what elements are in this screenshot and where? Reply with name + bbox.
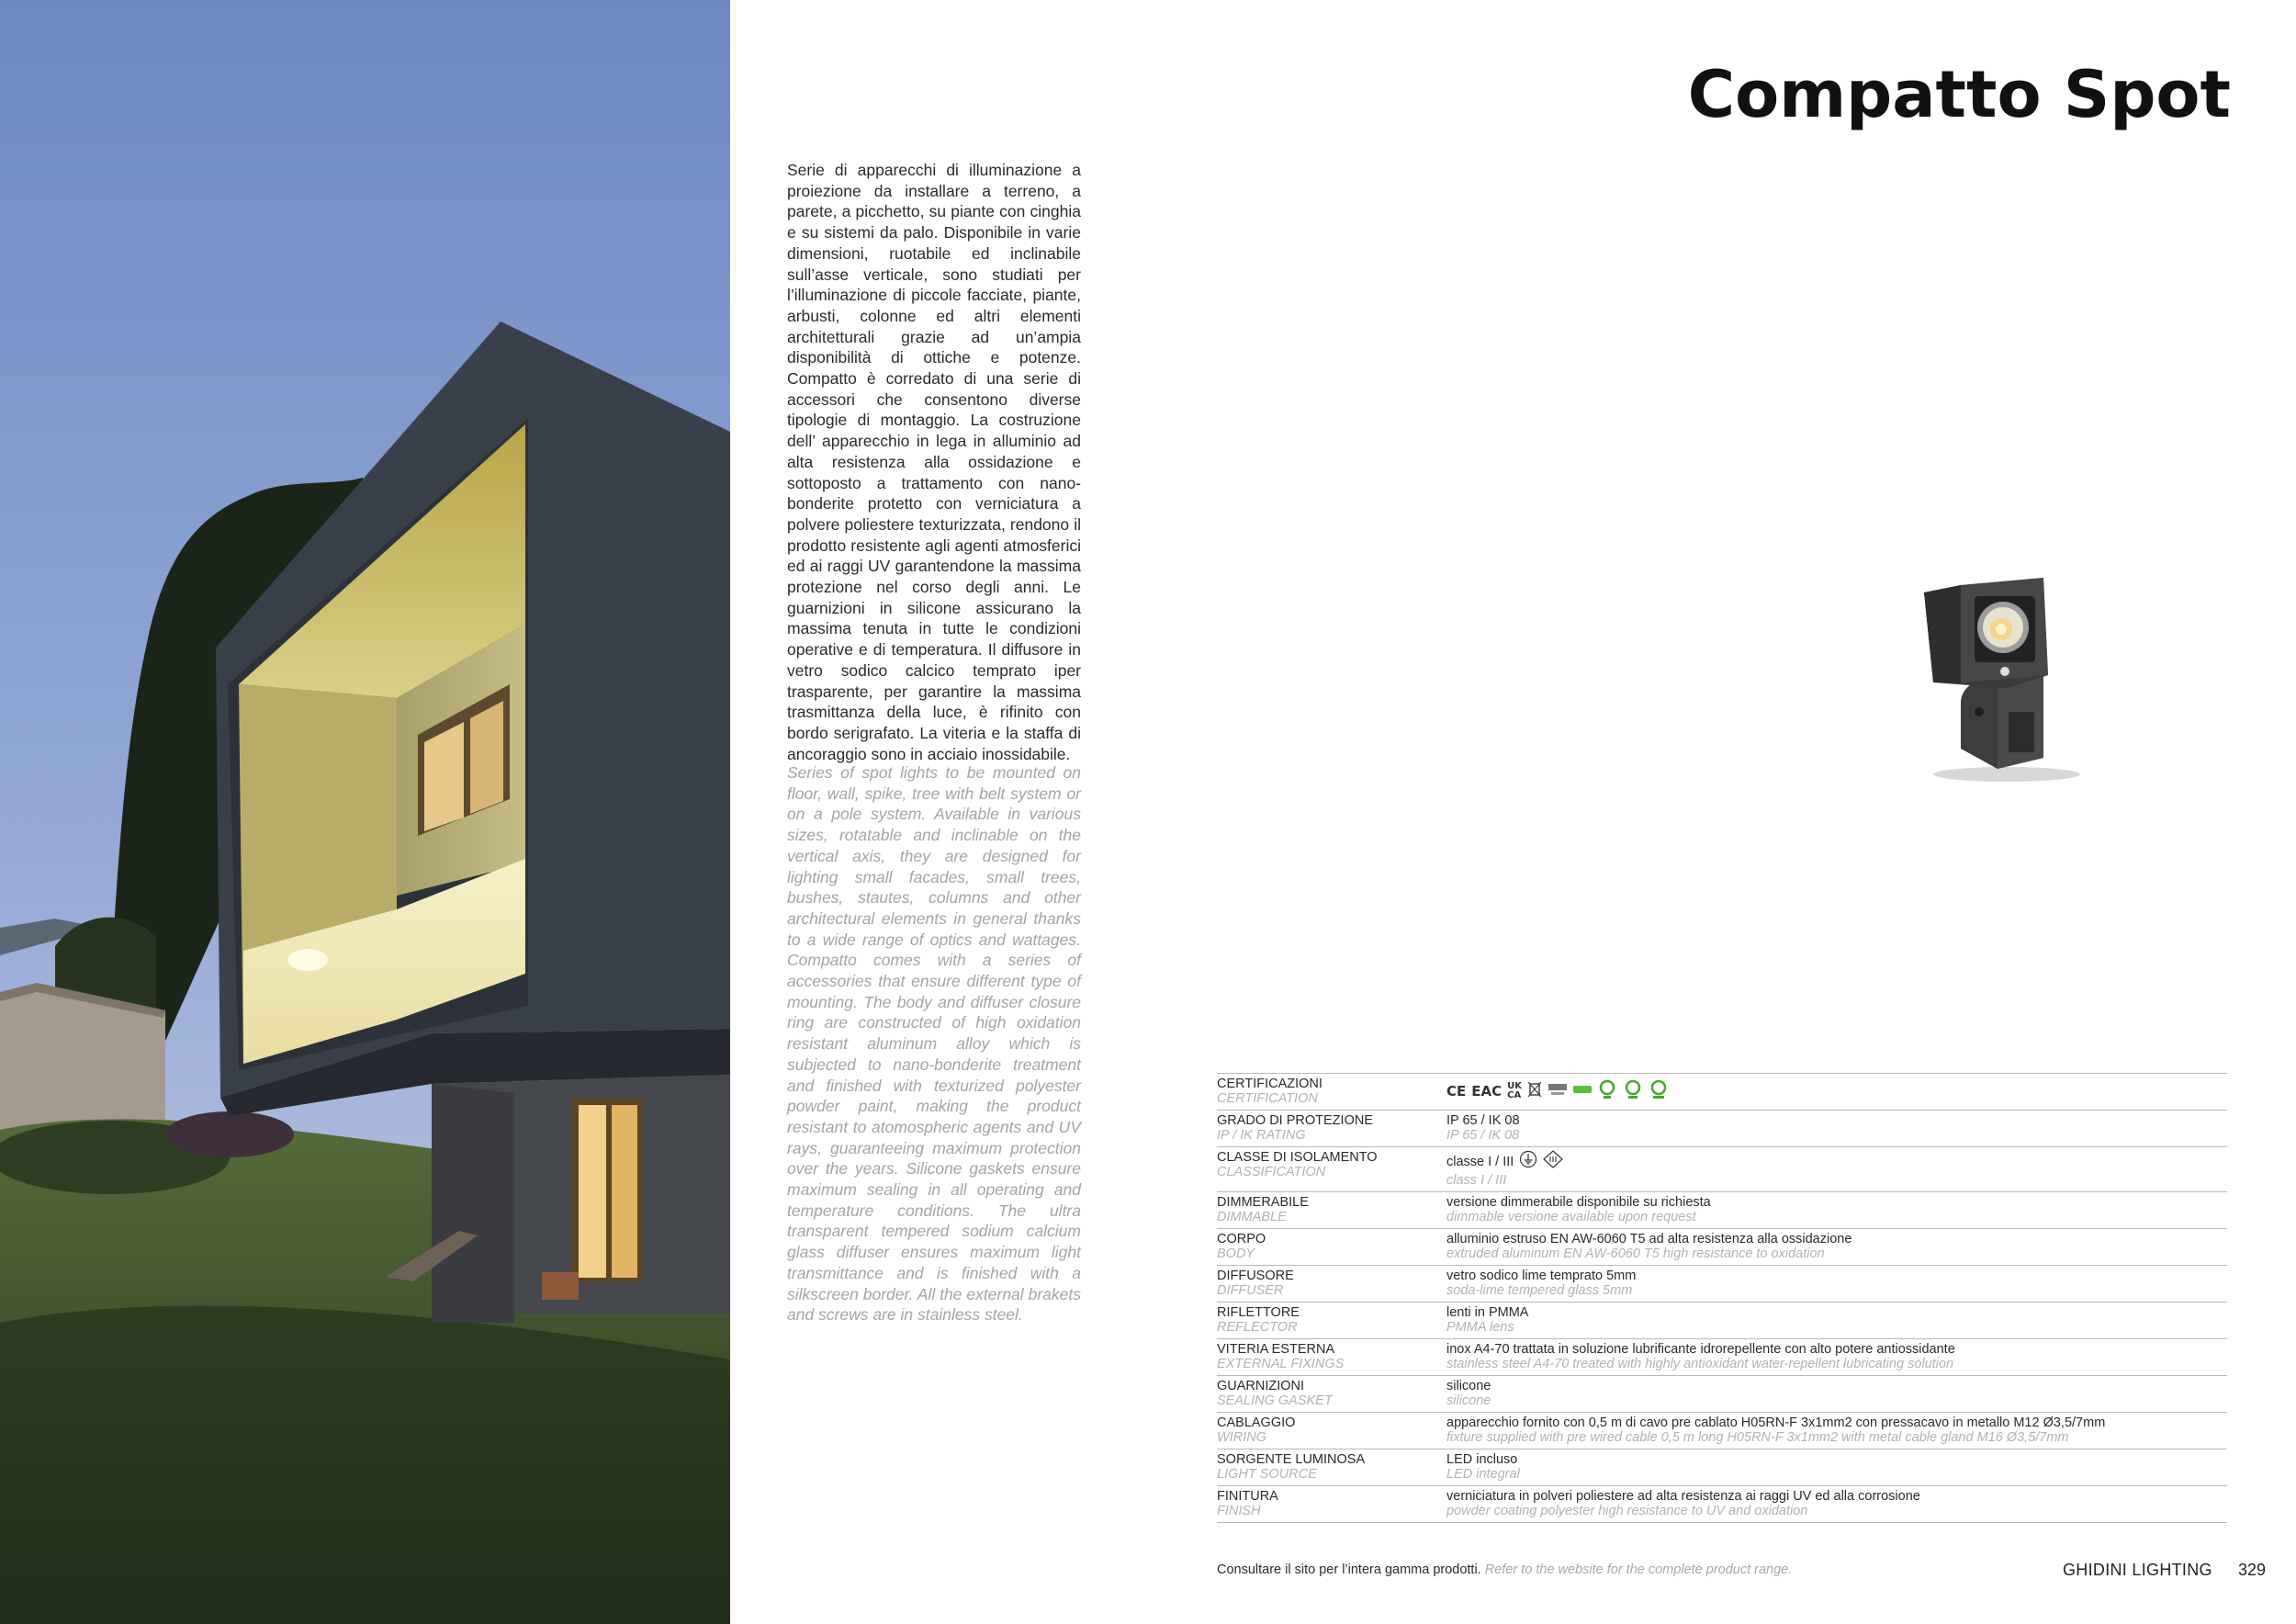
spec-label-en: REFLECTOR [1217,1320,1298,1335]
brand-name: GHIDINI LIGHTING [2063,1561,2212,1579]
spec-label-en: WIRING [1217,1430,1266,1445]
spec-label-it: DIMMERABILE [1217,1195,1309,1210]
recycle-pe-icon [1597,1079,1617,1104]
spec-value-en: fixture supplied with pre wired cable 0,5 m long H05RN-F 3x1mm2 with metal cable gland M16 Ø3,5/7mm [1446,1430,2069,1445]
spec-value-en: soda-lime tempered glass 5mm [1446,1283,1633,1298]
spec-label-it: VITERIA ESTERNA [1217,1342,1335,1357]
spec-value-it: alluminio estruso EN AW-6060 T5 ad alta resistenza alla ossidazione [1446,1232,1852,1246]
spec-value-en: powder coating polyester high resistance to UV and oxidation [1446,1504,1808,1518]
recycle-alu-icon [1623,1079,1643,1104]
footer-note [1217,1562,1792,1577]
spec-label-it: DIFFUSORE [1217,1269,1294,1283]
spec-value-en: stainless steel A4-70 treated with highly antioxidant water-repellent lubricating solution [1446,1357,1954,1371]
spec-label-en: IP / IK RATING [1217,1128,1306,1143]
footer-note-it: Consultare il sito per l’intera gamma prodotti. [1217,1562,1481,1577]
spec-label-it: FINITURA [1217,1489,1278,1504]
spec-label-en: BODY [1217,1246,1255,1261]
spec-label-en: EXTERNAL FIXINGS [1217,1357,1345,1371]
spec-label-en: CLASSIFICATION [1217,1165,1326,1179]
spec-value-it: lenti in PMMA [1446,1305,1529,1320]
recycle-glass-icon [1649,1079,1669,1104]
page-title: Compatto Spot [1687,57,2231,132]
spec-label-it: CLASSE DI ISOLAMENTO [1217,1150,1378,1165]
spec-value-it: versione dimmerabile disponibile su richiesta [1446,1195,1711,1210]
spec-label-en: LIGHT SOURCE [1217,1467,1317,1482]
spec-row-light-source [1217,1449,2227,1486]
spec-label-it: CORPO [1217,1232,1266,1246]
spec-label-it: RIFLETTORE [1217,1305,1300,1320]
spec-value-it: silicone [1446,1379,1491,1393]
page-number: 329 [2238,1561,2267,1579]
spec-label-en: DIMMABLE [1217,1210,1287,1224]
spec-row-certifications [1217,1074,2227,1111]
spec-label-en: CERTIFICATION [1217,1091,1318,1106]
spec-row-protection [1217,1111,2227,1147]
spec-value-en: PMMA lens [1446,1320,1514,1335]
spec-value-it: inox A4-70 trattata in soluzione lubrificante idrorepellente con alto potere antiossidante [1446,1342,1955,1357]
ce-mark: CE [1446,1083,1467,1100]
house-at-dusk-photo [0,0,730,1624]
spec-row-insulation-class [1217,1147,2227,1192]
class-iii-icon [1543,1150,1563,1173]
spec-row-body [1217,1229,2227,1266]
spotlight-product-image [1906,574,2089,785]
spec-value-en: class I / III [1446,1173,1507,1188]
led-icon [1573,1083,1592,1100]
specifications-table [1217,1073,2227,1523]
spec-value-it: vetro sodico lime temprato 5mm [1446,1269,1637,1283]
spec-row-gasket [1217,1376,2227,1413]
spec-row-diffuser [1217,1266,2227,1303]
spec-value-it: verniciatura in polveri poliestere ad alta resistenza ai raggi UV ed alla corrosione [1446,1489,1920,1504]
spec-label-en: DIFFUSER [1217,1283,1284,1298]
spec-row-external-fixings [1217,1339,2227,1376]
spec-label-it: GRADO DI PROTEZIONE [1217,1113,1373,1128]
spec-value-en: LED integral [1446,1467,1520,1482]
eac-mark: EAC [1471,1083,1503,1100]
spec-row-dimmable [1217,1192,2227,1229]
certification-marks [1446,1077,2227,1106]
spec-label-it: CERTIFICAZIONI [1217,1077,1322,1091]
spec-value-en: silicone [1446,1393,1491,1408]
class-i-earth-icon [1519,1150,1537,1173]
spec-value-en: extruded aluminum EN AW-6060 T5 high resistance to oxidation [1446,1246,1825,1261]
ukca-mark-top: UK [1507,1081,1523,1091]
spec-value-it: apparecchio fornito con 0,5 m di cavo pre cablato H05RN-F 3x1mm2 con pressacavo in metallo M12 Ø3,5/7mm [1446,1415,2106,1430]
rohs-icon [1548,1082,1568,1101]
spec-row-reflector [1217,1303,2227,1339]
description-italian: Serie di apparecchi di illuminazione a proiezione da installare a terreno, a parete, a picchetto, su piante con cinghia e su sistemi da palo. Disponibile in varie dimensioni, ruotabile ed inclinabile sull’asse verticale, sono studiati per l’illuminazione di piccole facciate, piante, arbusti, colonne ed altri elementi architetturali grazie ad un’ampia disponibilità di ottiche e potenze. Compatto è corredato di una serie di accessori che consentono diverse tipologie di montaggio. La costruzione dell’ apparecchio in lega in alluminio ad alta resistenza alla ossidazione e sottoposto a trattamento con nano-bonderite protetto con verniciatura a polvere poliestere texturizzata, rendono il prodotto resistente agli agenti atmosferici ed ai raggi UV garantendone la massima protezione nel corso degli anni. Le guarnizioni in silicone assicurano la massima tenuta in tutte le condizioni operative e di temperatura. Il diffusore in vetro sodico calcico temprato iper trasparente, per garantire la massima trasmittanza della luce, è rifinito con bordo serigrafato. La viteria e la staffa di ancoraggio sono in acciaio inossidabile. [787,161,1081,763]
spec-value-en: IP 65 / IK 08 [1446,1128,1520,1143]
weee-icon [1527,1081,1542,1102]
spec-label-it: GUARNIZIONI [1217,1379,1305,1393]
spec-label-en: FINISH [1217,1504,1261,1518]
ukca-mark [1507,1082,1522,1100]
spec-value-it: classe I / III [1446,1154,1514,1169]
description-english: Series of spot lights to be mounted on floor, wall, spike, tree with belt system or on a pole system. Available in various sizes, rotatable and inclinable on the vertical axis, they are designed for lighting small facades, small trees, bushes, stautes, columns and other architectural elements in general thanks to a wide range of optics and wattages. Compatto comes with a series of accessories that ensure different type of mounting. The body and diffuser closure ring are constructed of high oxidation resistant aluminum alloy which is subjected to nano-bonderite treatment and finished with texturized polyester powder paint, making the product resistant to atomospheric agents and UV rays, guaranteeing maximum protection over the years. Silicone gaskets ensure maximum sealing in all operating and temperature conditions. The ultra transparent tempered sodium calcium glass diffuser ensures maximum light transmittance and is finished with a silkscreen border. All the external brakets and screws are in stainless steel. [787,763,1081,1325]
spec-value-it: IP 65 / IK 08 [1446,1113,1520,1128]
spec-label-it: SORGENTE LUMINOSA [1217,1452,1366,1467]
spec-row-wiring [1217,1413,2227,1449]
spec-value-en: dimmable versione available upon request [1446,1210,1696,1224]
spec-label-en: SEALING GASKET [1217,1393,1333,1408]
spec-row-finish [1217,1486,2227,1523]
spec-value-it: LED incluso [1446,1452,1518,1467]
ukca-mark-bottom: CA [1507,1090,1522,1100]
footer-note-en: Refer to the website for the complete product range. [1484,1562,1793,1577]
spec-label-it: CABLAGGIO [1217,1415,1296,1430]
